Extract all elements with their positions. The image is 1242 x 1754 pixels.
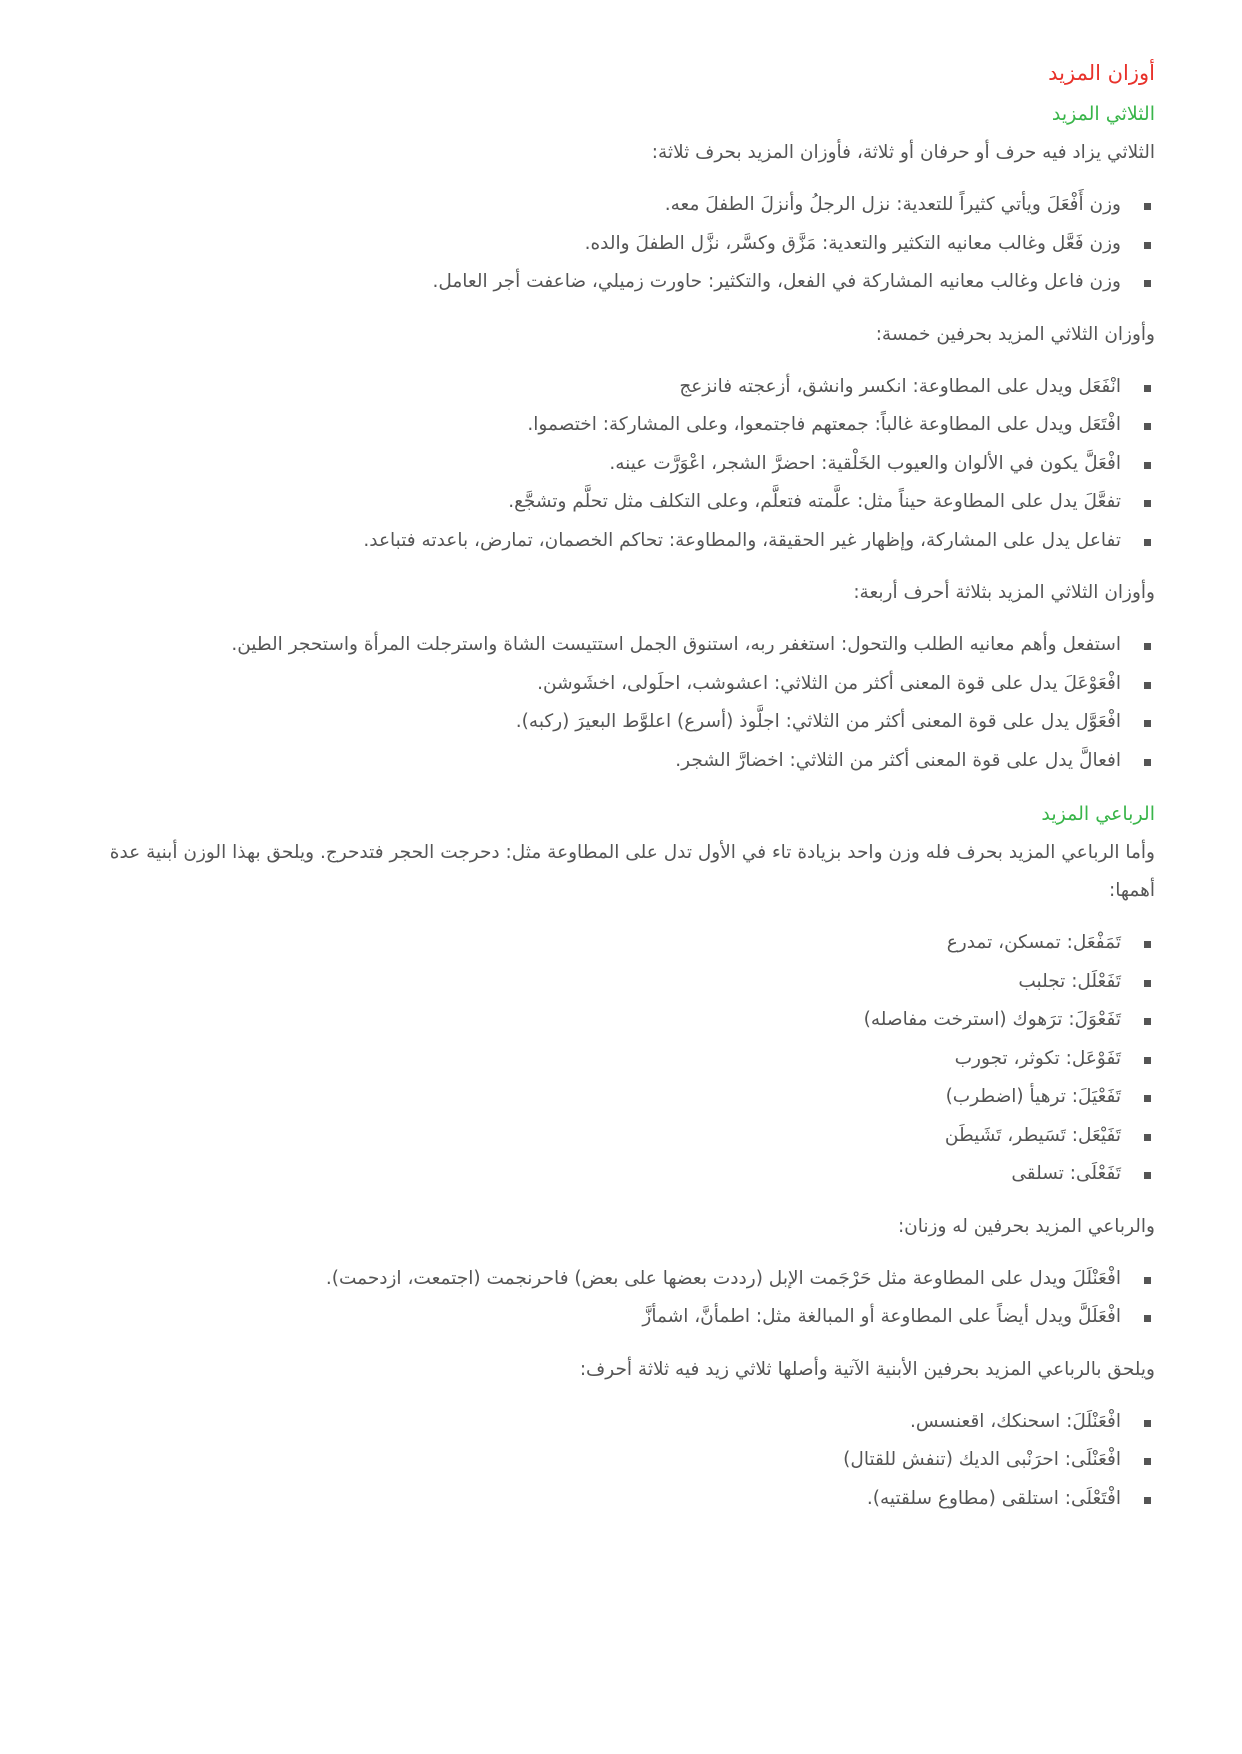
bullet-icon bbox=[1144, 980, 1151, 987]
list-item-text: افْعَلَلَّ ويدل أيضاً على المطاوعة أو المبالغة مثل: اطمأنَّ، اشمأزَّ bbox=[642, 1306, 1121, 1327]
section-intro: الثلاثي يزاد فيه حرف أو حرفان أو ثلاثة، فأوزان المزيد بحرف ثلاثة: bbox=[651, 142, 1155, 163]
list-item bbox=[75, 1298, 1155, 1337]
list-item bbox=[75, 1117, 1155, 1156]
bullet-icon bbox=[1144, 1018, 1151, 1025]
paragraph: والرباعي المزيد بحرفين له وزنان: bbox=[897, 1215, 1155, 1237]
list-item bbox=[75, 186, 1155, 225]
list-item bbox=[75, 1480, 1155, 1519]
bullet-icon bbox=[1144, 1458, 1151, 1465]
list-item-text: افْعَوَّل يدل على قوة المعنى أكثر من الثلاثي: اجلَّوذ (أسرع) اعلوَّط البعيرَ (ركبه). bbox=[515, 711, 1121, 732]
bullet-icon bbox=[1144, 1497, 1151, 1504]
bullet-icon bbox=[1144, 941, 1151, 948]
bullet-icon bbox=[1144, 500, 1151, 507]
page-title: أوزان المزيد bbox=[1048, 61, 1155, 85]
bullet-icon bbox=[1144, 720, 1151, 727]
list-item-text: افْعَنْلَى: احرَنْبى الديك (تنفش للقتال) bbox=[843, 1449, 1121, 1470]
list-item-text: تَفَعْلَل: تجلبب bbox=[1018, 970, 1121, 992]
document-page bbox=[75, 52, 1155, 1532]
bullet-icon bbox=[1144, 643, 1151, 650]
bullet-icon bbox=[1144, 1057, 1151, 1064]
list-item bbox=[75, 483, 1155, 522]
paragraph: وأوزان الثلاثي المزيد بحرفين خمسة: bbox=[875, 323, 1155, 345]
section-intro: وأما الرباعي المزيد بحرف فله وزن واحد بزيادة تاء في الأول تدل على المطاوعة مثل: دحرجت الحجر فتدحرج. ويلحق بهذا الوزن أبنية عدة أهمها: bbox=[109, 842, 1155, 901]
list-item bbox=[75, 1403, 1155, 1442]
bullet-icon bbox=[1144, 203, 1151, 210]
list-item-text: تَفَعْلَى: تسلقى bbox=[1011, 1163, 1121, 1184]
list-item-text: وزن فاعل وغالب معانيه المشاركة في الفعل، والتكثير: حاورت زميلي، ضاعفت أجر العامل. bbox=[432, 271, 1121, 292]
bullet-icon bbox=[1144, 682, 1151, 689]
list-item-text: تَفَيْعَل: تَسَيطر، تَشَيطَن bbox=[944, 1124, 1121, 1146]
list-item bbox=[75, 1441, 1155, 1480]
list-item bbox=[75, 703, 1155, 742]
list-item-text: وزن فَعَّل وغالب معانيه التكثير والتعدية: مَزَّق وكسَّر، نزَّل الطفلَ والده. bbox=[584, 232, 1121, 254]
section-heading-rubai: الرباعي المزيد bbox=[1041, 803, 1155, 825]
list-item-text: تَفَعْوَلَ: ترَهوك (استرخت مفاصله) bbox=[863, 1009, 1121, 1030]
list-item bbox=[75, 522, 1155, 561]
paragraph: ويلحق بالرباعي المزيد بحرفين الأبنية الآتية وأصلها ثلاثي زيد فيه ثلاثة أحرف: bbox=[579, 1358, 1155, 1380]
bullet-icon bbox=[1144, 1315, 1151, 1322]
section-heading-thulathi: الثلاثي المزيد bbox=[1051, 103, 1155, 125]
bullet-icon bbox=[1144, 462, 1151, 469]
list-item bbox=[75, 924, 1155, 963]
list-item-text: استفعل وأهم معانيه الطلب والتحول: استغفر ربه، استنوق الجمل استتيست الشاة واسترجلت المرأة واستحجر الطين. bbox=[231, 634, 1121, 655]
list-item-text: افْعَنْلَلَ ويدل على المطاوعة مثل حَرْجَمت الإبل (رددت بعضها على بعض) فاحرنجمت (اجتمعت، ازدحمت). bbox=[325, 1267, 1121, 1289]
list-item bbox=[75, 263, 1155, 302]
bullet-list bbox=[75, 1260, 1155, 1337]
list-item-text: افعالَّ يدل على قوة المعنى أكثر من الثلاثي: اخضارَّ الشجر. bbox=[675, 749, 1121, 771]
list-item-text: تَمَفْعَل: تمسكن، تمدرع bbox=[946, 932, 1121, 953]
list-item bbox=[75, 626, 1155, 665]
list-item-text: افْعَنْلَلَ: اسحنكك، اقعنسس. bbox=[909, 1410, 1121, 1432]
bullet-icon bbox=[1144, 1420, 1151, 1427]
list-item-text: وزن أَفْعَلَ ويأتي كثيراً للتعدية: نزل الرجلُ وأنزلَ الطفلَ معه. bbox=[664, 194, 1121, 215]
list-item bbox=[75, 1078, 1155, 1117]
paragraph: وأوزان الثلاثي المزيد بثلاثة أحرف أربعة: bbox=[853, 582, 1155, 603]
list-item-text: تفعَّلَ يدل على المطاوعة حيناً مثل: علَّمته فتعلَّم، وعلى التكلف مثل تحلَّم وتشجَّع. bbox=[508, 491, 1121, 512]
list-item bbox=[75, 445, 1155, 484]
list-item bbox=[75, 406, 1155, 445]
list-item-text: افْتَعْلَى: استلقى (مطاوع سلقتيه). bbox=[866, 1487, 1121, 1509]
list-item-text: افْتَعَل ويدل على المطاوعة غالباً: جمعتهم فاجتمعوا، وعلى المشاركة: اختصموا. bbox=[527, 414, 1121, 435]
list-item bbox=[75, 1260, 1155, 1299]
list-item bbox=[75, 665, 1155, 704]
bullet-icon bbox=[1144, 280, 1151, 287]
bullet-list bbox=[75, 626, 1155, 780]
list-item bbox=[75, 1001, 1155, 1040]
bullet-list bbox=[75, 368, 1155, 561]
list-item bbox=[75, 742, 1155, 781]
list-item-text: تَفَعْيَلَ: ترهيأ (اضطرب) bbox=[945, 1086, 1121, 1107]
list-item-text: تفاعل يدل على المشاركة، وإظهار غير الحقيقة، والمطاوعة: تحاكم الخصمان، تمارض، باعدته فتباعد. bbox=[363, 529, 1121, 551]
bullet-icon bbox=[1144, 1134, 1151, 1141]
list-item-text: افْعَوْعَلَ يدل على قوة المعنى أكثر من الثلاثي: اعشوشب، احلَولى، اخشَوشن. bbox=[537, 672, 1121, 694]
list-item bbox=[75, 963, 1155, 1002]
bullet-icon bbox=[1144, 1172, 1151, 1179]
list-item bbox=[75, 225, 1155, 264]
bullet-icon bbox=[1144, 242, 1151, 249]
bullet-list bbox=[75, 924, 1155, 1194]
list-item bbox=[75, 1155, 1155, 1194]
list-item-text: افْعَلَّ يكون في الألوان والعيوب الخَلْقية: احضرَّ الشجر، اعْوَرَّت عينه. bbox=[609, 452, 1121, 474]
list-item-text: انْفَعَل ويدل على المطاوعة: انكسر وانشق، أزعجته فانزعج bbox=[679, 375, 1121, 397]
list-item-text: تَفَوْعَل: تكوثر، تجورب bbox=[954, 1047, 1121, 1069]
bullet-icon bbox=[1144, 385, 1151, 392]
bullet-icon bbox=[1144, 539, 1151, 546]
bullet-icon bbox=[1144, 423, 1151, 430]
bullet-list bbox=[75, 186, 1155, 302]
bullet-icon bbox=[1144, 759, 1151, 766]
list-item bbox=[75, 1040, 1155, 1079]
bullet-icon bbox=[1144, 1095, 1151, 1102]
bullet-icon bbox=[1144, 1277, 1151, 1284]
bullet-list bbox=[75, 1403, 1155, 1519]
list-item bbox=[75, 368, 1155, 407]
